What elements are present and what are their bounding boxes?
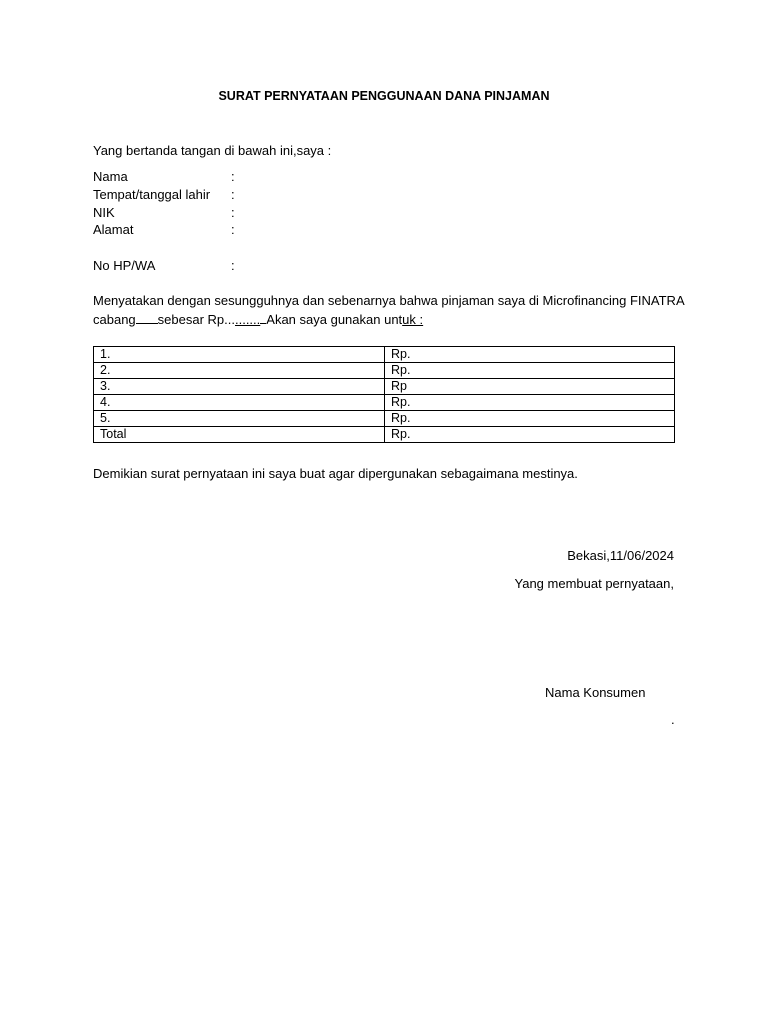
field-colon-nama: : [231, 169, 235, 184]
field-colon-alamat: : [231, 222, 235, 237]
table-cell-amount: Rp. [385, 347, 675, 363]
field-colon-nik: : [231, 205, 235, 220]
document-title: SURAT PERNYATAAN PENGGUNAAN DANA PINJAMAN [218, 89, 550, 103]
statement-line-1: Menyatakan dengan sesungguhnya dan sebenarnya bahwa pinjaman saya di Microfinancing FINATRA [93, 293, 685, 308]
table-cell-item: 3. [94, 379, 385, 395]
signer-name: Nama Konsumen [545, 685, 646, 700]
table-cell-item: 2. [94, 363, 385, 379]
table-row-total [94, 427, 675, 443]
field-label-no-hp-wa: No HP/WA [93, 258, 156, 273]
intro-text: Yang bertanda tangan di bawah ini,saya : [93, 143, 332, 158]
table-cell-amount: Rp. [385, 411, 675, 427]
statement-cabang: cabang [93, 312, 136, 327]
table-row [94, 363, 675, 379]
field-label-nik: NIK [93, 205, 115, 220]
statement-amount-dots: ....... [234, 312, 261, 327]
table-row [94, 411, 675, 427]
table-cell-amount: Rp. [385, 395, 675, 411]
cabang-blank [136, 311, 158, 324]
table-cell-total-amount: Rp. [385, 427, 675, 443]
signer-caption: Yang membuat pernyataan, [514, 576, 674, 591]
statement-akan: Akan saya gunakan unt [266, 312, 403, 327]
table-cell-total-label: Total [94, 427, 385, 443]
place-date: Bekasi,11/06/2024 [567, 548, 674, 563]
table-cell-item: 4. [94, 395, 385, 411]
field-label-alamat: Alamat [93, 222, 134, 237]
statement-line-2 [93, 311, 423, 328]
table-cell-item: 5. [94, 411, 385, 427]
table-row [94, 347, 675, 363]
statement-uk: uk : [402, 312, 424, 327]
table-cell-amount: Rp [385, 379, 675, 395]
table-cell-amount: Rp. [385, 363, 675, 379]
table-row [94, 395, 675, 411]
field-label-tempat-tanggal-lahir: Tempat/tanggal lahir [93, 187, 211, 202]
table-row [94, 379, 675, 395]
closing-text: Demikian surat pernyataan ini saya buat agar dipergunakan sebagaimana mestinya. [93, 466, 578, 481]
statement-sebesar: sebesar Rp... [157, 312, 235, 327]
table-cell-item: 1. [94, 347, 385, 363]
field-colon-no-hp-wa: : [231, 258, 235, 273]
allocation-table [93, 346, 675, 443]
end-mark: . [671, 712, 675, 727]
field-colon-tempat-tanggal-lahir: : [231, 187, 235, 202]
field-label-nama: Nama [93, 169, 128, 184]
